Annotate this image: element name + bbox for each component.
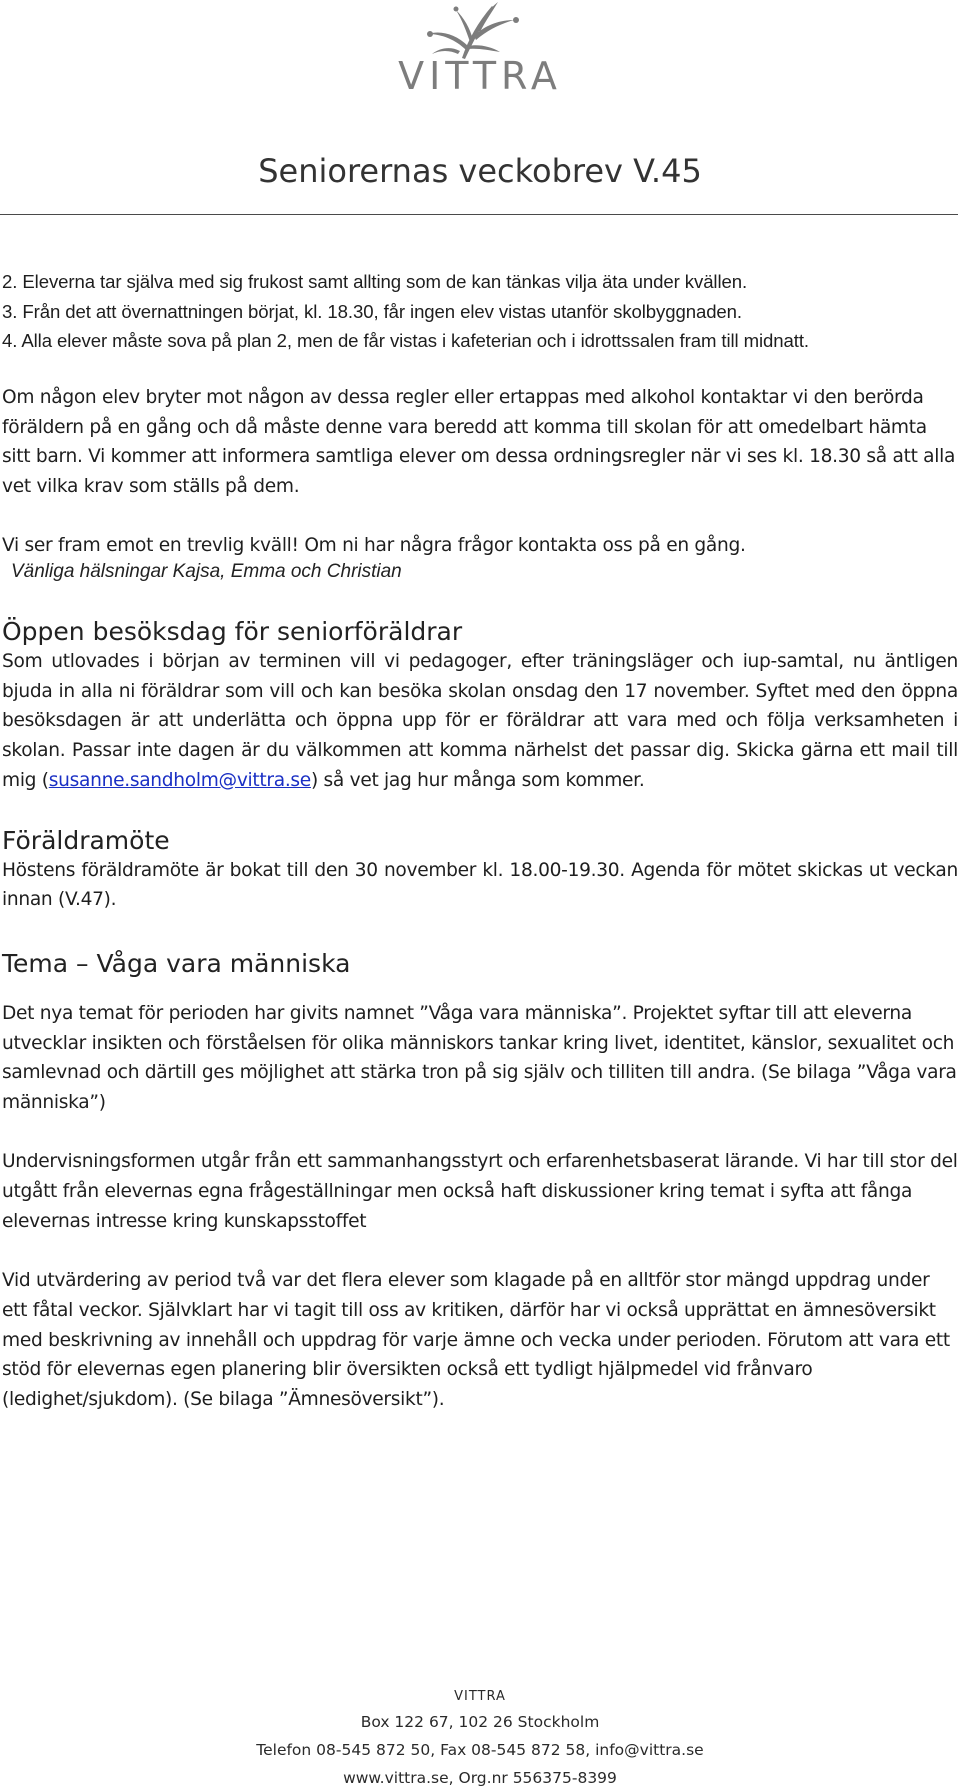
footer-brand: VITTRA xyxy=(454,1689,506,1704)
vittra-logo xyxy=(370,0,590,110)
footer-address: Box 122 67, 102 26 Stockholm xyxy=(360,1713,600,1731)
page-footer xyxy=(0,1686,960,1792)
rules-list-item: 4. Alla elever måste sova på plan 2, men de får vistas i kafeterian och i idrottssalen fram till midnatt. xyxy=(2,330,809,352)
header-divider xyxy=(0,214,958,215)
open-day-text xyxy=(2,647,958,796)
closing-text: Vi ser fram emot en trevlig kväll! Om ni har några frågor kontakta oss på en gång. xyxy=(2,535,746,557)
parent-meeting-text: Höstens föräldramöte är bokat till den 30 november kl. 18.00-19.30. Agenda för mötet skickas ut veckan innan (V.47). xyxy=(2,859,958,911)
open-day-heading: Öppen besöksdag för seniorföräldrar xyxy=(2,617,463,646)
email-link[interactable]: susanne.sandholm@vittra.se xyxy=(48,769,311,791)
rules-list-item: 2. Eleverna tar själva med sig frukost samt allting som de kan tänkas vilja äta under kvällen. xyxy=(2,271,748,292)
open-day-text-end: ) så vet jag hur många som kommer. xyxy=(310,769,645,791)
rules-list-item: 3. Från det att övernattningen börjat, kl. 18.30, får ingen elev vistas utanför skolbyggnaden. xyxy=(2,300,742,322)
greeting-signature: Vänliga hälsningar Kajsa, Emma och Christian xyxy=(11,561,402,582)
theme-paragraph: Det nya temat för perioden har givits namnet ”Våga vara människa”. Projektet syftar till att eleverna utvecklar insikten och förståelsen för olika människors tankar kring livet, identitet, känslor, sexualitet och samlevnad och därtill ges möjlighet att stärka tron på sig själv och tilliten till andra. (Se bilaga ”Våga vara människa”) xyxy=(2,1002,957,1114)
page-title: Seniorernas veckobrev V.45 xyxy=(258,152,702,190)
theme-paragraph: Undervisningsformen utgår från ett sammanhangsstyrt och erfarenhetsbaserat lärande. Vi har till stor del utgått från elevernas egna frågeställningar men också haft diskussioner kring temat i syfta att fånga elevernas intresse kring kunskapsstoffet xyxy=(2,1151,958,1232)
theme-heading: Tema – Våga vara människa xyxy=(2,948,351,978)
rules-paragraph: Om någon elev bryter mot någon av dessa regler eller ertappas med alkohol kontaktar vi den berörda föräldern på en gång och då måste denne vara beredd att komma till skolan för att omedelbart hämta sitt barn. Vi kommer att informera samtliga elever om dessa ordningsregler när vi ses kl. 18.30 så att alla vet vilka krav som ställs på dem. xyxy=(2,386,956,497)
parent-meeting-heading: Föräldramöte xyxy=(2,825,170,855)
theme-paragraph: Vid utvärdering av period två var det flera elever som klagade på en alltför stor mängd uppdrag under ett fåtal veckor. Självklart har vi tagit till oss av kritiken, därför har vi också upprättat en ämnesöversikt med beskrivning av innehåll och uppdrag för varje ämne och vecka under perioden. Förutom att vara ett stöd för elevernas egen planering blir översikten också ett tydligt hjälpmedel vid frånvaro (ledighet/sjukdom). (Se bilaga ”Ämnesöversikt”). xyxy=(2,1270,950,1411)
footer-contact: Telefon 08-545 872 50, Fax 08-545 872 58, info@vittra.se xyxy=(256,1741,704,1759)
logo-wordmark: VITTRA xyxy=(398,54,562,98)
letter-body xyxy=(2,267,958,1415)
open-day-text-start: Som utlovades i början av terminen vill vi pedagoger, efter träningsläger och iup-samtal, nu äntligen bjuda in alla ni föräldrar som vill och kan besöka skolan onsdag den 17 november. Syftet med den öppna besöksdagen är att underlätta och öppna upp för er föräldrar att vara med och följa verksamheten i skolan. Passar inte dagen är du välkommen att komma närhelst det passar dig. Skicka gärna ett mail till mig ( xyxy=(2,651,958,791)
leaf-sprig-icon xyxy=(370,0,590,60)
footer-web: www.vittra.se, Org.nr 556375-8399 xyxy=(343,1769,617,1787)
